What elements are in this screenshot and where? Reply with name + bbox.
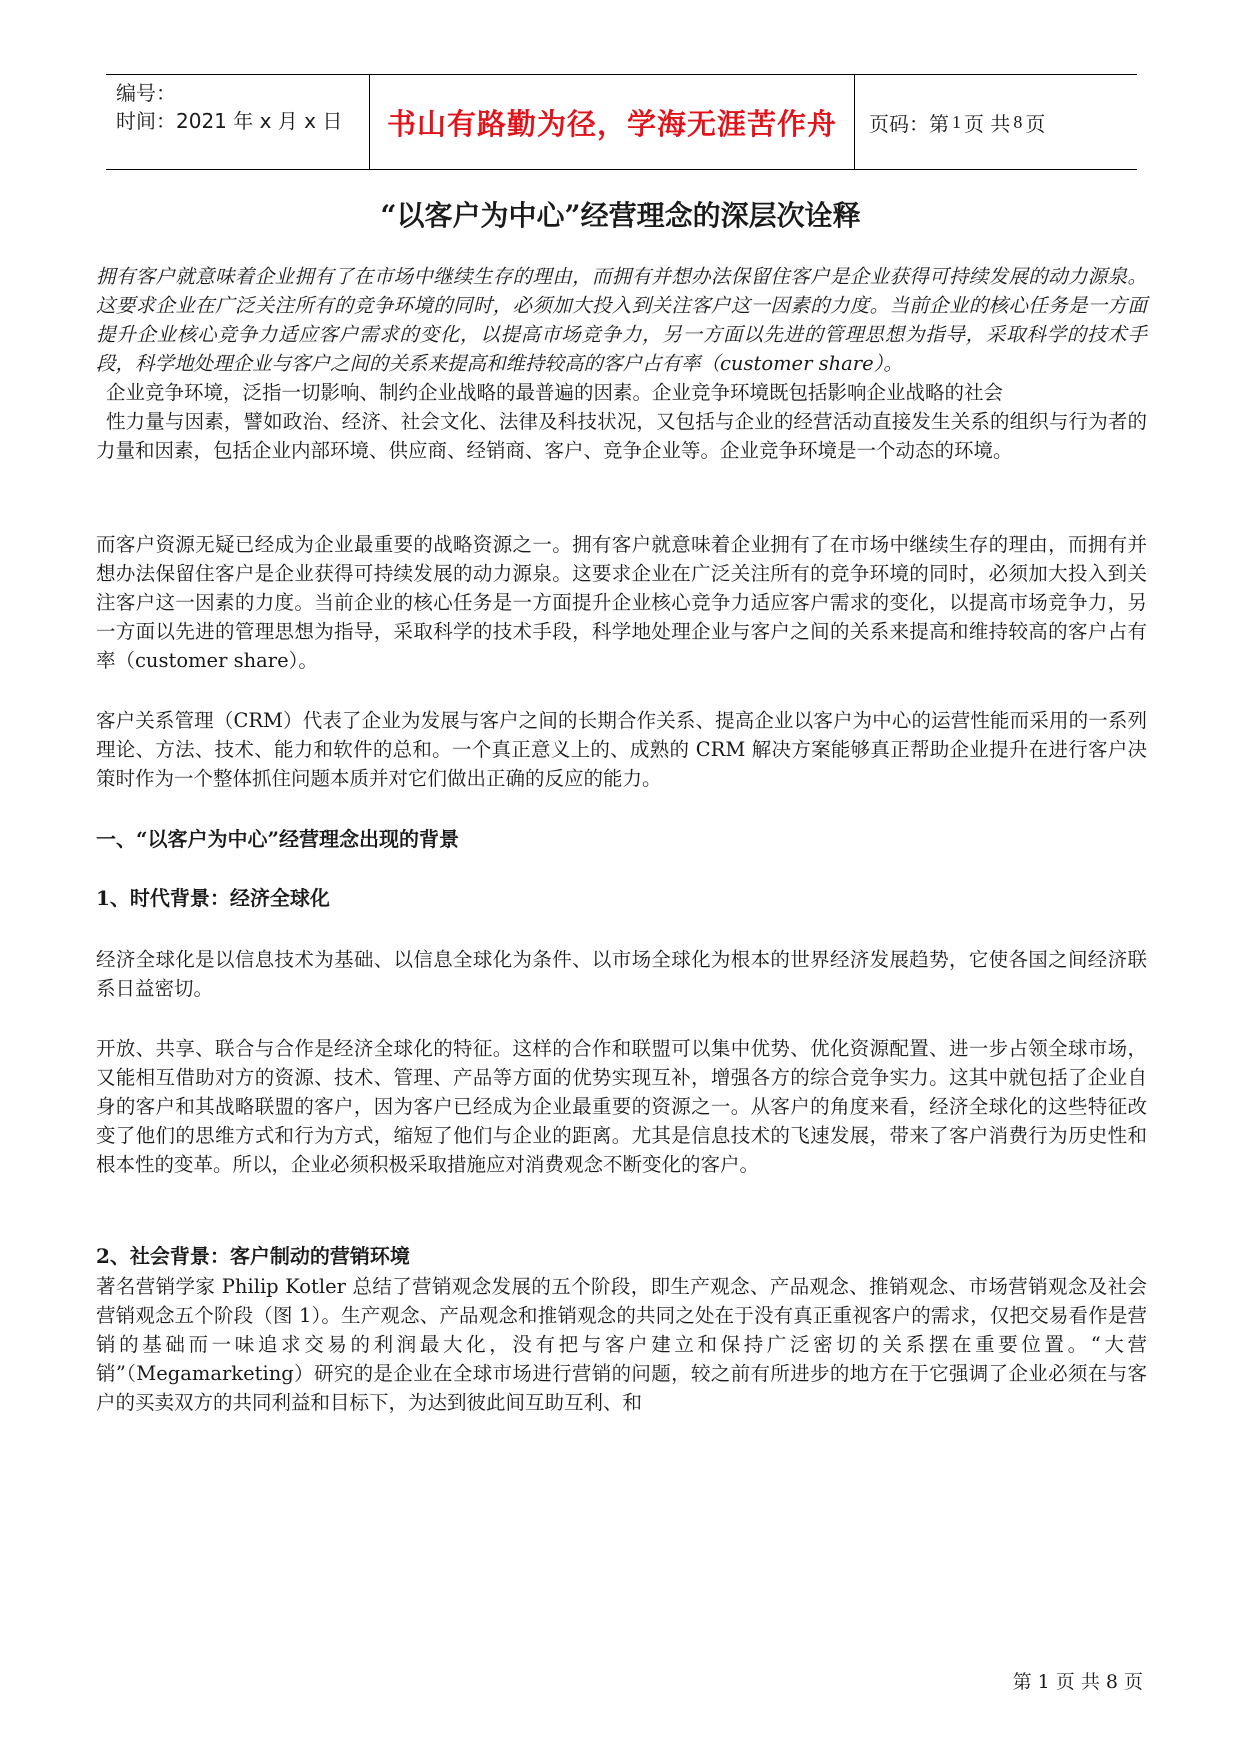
paragraph-openness: 开放、共享、联合与合作是经济全球化的特征。这样的合作和联盟可以集中优势、优化资源配置、进一步占领全球市场，又能相互借助对方的资源、技术、管理、产品等方面的优势实现互补，增强各方的综合竞争实力。这其中就包括了企业自身的客户和其战略联盟的客户，因为客户已经成为企业最重要的资源之一。从客户的角度来看，经济全球化的这些特征改变了他们的思维方式和行为方式，缩短了他们与企业的距离。尤其是信息技术的飞速发展，带来了客户消费行为历史性和根本性的变革。所以，企业必须积极采取措施应对消费观念不断变化的客户。	[96, 1037, 1147, 1176]
page-title: “以客户为中心”经营理念的深层次诠释	[380, 199, 861, 232]
page-footer: 第 1 页 共 8 页	[1012, 1671, 1143, 1693]
header-page-cell	[855, 75, 1137, 169]
paragraph-kotler: 著名营销学家 Philip Kotler 总结了营销观念发展的五个阶段，即生产观念、产品观念、推销观念、市场营销观念及社会营销观念五个阶段（图 1）。生产观念、产品观念和推销观念的共同之处在于没有真正重视客户的需求，仅把交易看作是营销的基础而一味追求交易的利润最大化，没有把与客户建立和保持广泛密切的关系摆在重要位置。“大营销”（Megamarketing）研究的是企业在全球市场进行营销的问题，较之前有所进步的地方在于它强调了企业必须在与客户的买卖双方的共同利益和目标下，为达到彼此间互助互利、和	[96, 1275, 1147, 1414]
paragraph-globalization: 经济全球化是以信息技术为基础、以信息全球化为条件、以市场全球化为根本的世界经济发展趋势，它使各国之间经济联系日益密切。	[96, 948, 1147, 1000]
date-label: 时间：2021 年 x 月 x 日	[116, 109, 343, 133]
paragraph-line: 企业竞争环境，泛指一切影响、制约企业战略的最普遍的因素。企业竞争环境既包括影响企业战略的社会	[106, 381, 1004, 404]
page-total: 8	[1013, 111, 1023, 132]
paragraph-crm: 客户关系管理（CRM）代表了企业为发展与客户之间的长期合作关系、提高企业以客户为中心的运营性能而采用的一系列理论、方法、技术、能力和软件的总和。一个真正意义上的、成熟的 CRM 解决方案能够真正帮助企业提升在进行客户决策时作为一个整体抓住问题本质并对它们做出正确的反应的能力。	[96, 709, 1147, 790]
intro-paragraph: 拥有客户就意味着企业拥有了在市场中继续生存的理由，而拥有并想办法保留住客户是企业获得可持续发展的动力源泉。这要求企业在广泛关注所有的竞争环境的同时，必须加大投入到关注客户这一因素的力度。当前企业的核心任务是一方面提升企业核心竞争力适应客户需求的变化，以提高市场竞争力，另一方面以先进的管理思想为指导，采取科学的技术手段，科学地处理企业与客户之间的关系来提高和维持较高的客户占有率（customer share）。	[96, 265, 1147, 375]
serial-number-label: 编号：	[116, 81, 176, 105]
paragraph-rest: 性力量与因素，譬如政治、经济、社会文化、法律及科技状况，又包括与企业的经营活动直接发生关系的组织与行为者的力量和因素，包括企业内部环境、供应商、经销商、客户、竞争企业等。企业竞争环境是一个动态的环境。	[96, 410, 1147, 462]
header-info-cell	[106, 75, 370, 169]
header-motto: 书山有路勤为径，学海无涯苦作舟	[386, 106, 837, 141]
section-heading-1: 一、“以客户为中心”经营理念出现的背景	[96, 827, 460, 851]
document-header	[106, 74, 1137, 170]
page-mid: 页 共	[964, 111, 1011, 136]
subsection-heading-1: 1、时代背景：经济全球化	[96, 886, 330, 910]
page-prefix: 页码：第	[869, 111, 949, 136]
page-suffix: 页	[1025, 111, 1046, 136]
header-motto-cell	[370, 75, 855, 169]
paragraph-customer-resource: 而客户资源无疑已经成为企业最重要的战略资源之一。拥有客户就意味着企业拥有了在市场中继续生存的理由，而拥有并想办法保留住客户是企业获得可持续发展的动力源泉。这要求企业在广泛关注所有的竞争环境的同时，必须加大投入到关注客户这一因素的力度。当前企业的核心任务是一方面提升企业核心竞争力适应客户需求的变化，以提高市场竞争力，另一方面以先进的管理思想为指导，采取科学的技术手段，科学地处理企业与客户之间的关系来提高和维持较高的客户占有率（customer share）。	[96, 533, 1147, 672]
page-number: 1	[952, 111, 961, 132]
paragraph-competition-env	[96, 378, 1147, 465]
subsection-heading-2: 2、社会背景：客户制动的营销环境	[96, 1244, 410, 1268]
